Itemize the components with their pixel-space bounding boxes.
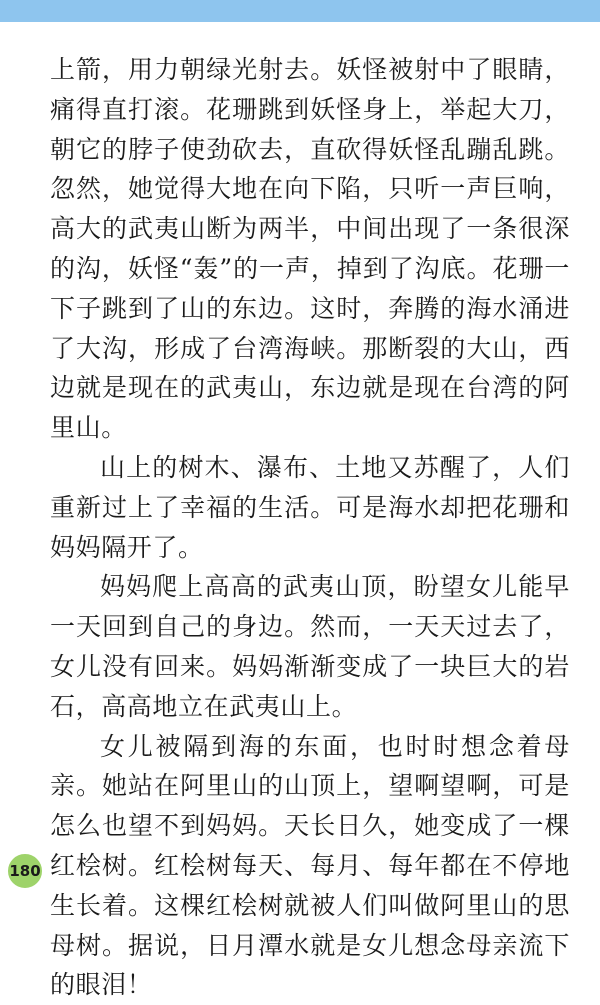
paragraph-4: 女儿被隔到海的东面，也时时想念着母亲。她站在阿里山的山顶上，望啊望啊，可是怎么也望不到妈妈。天长日久，她变成了一棵红桧树。红桧树每天、每月、每年都在不停地生长着。这棵红桧树就被人们叫做阿里山的思母树。据说，日月潭水就是女儿想念母亲流下的眼泪！ — [50, 731, 570, 1000]
paragraph-1: 上箭，用力朝绿光射去。妖怪被射中了眼睛，痛得直打滚。花珊跳到妖怪身上，举起大刀，朝它的脖子使劲砍去，直砍得妖怪乱蹦乱跳。忽然，她觉得大地在向下陷，只听一声巨响，高大的武夷山断为两半，中间出现了一条很深的沟，妖怪“轰”的一声，掉到了沟底。花珊一下子跳到了山的东边。这时，奔腾的海水涌进了大沟，形成了台湾海峡。那断裂的大山，西边就是现在的武夷山，东边就是现在台湾的阿里山。 — [50, 55, 570, 443]
story-text — [50, 50, 570, 1005]
paragraph-3: 妈妈爬上高高的武夷山顶，盼望女儿能早一天回到自己的身边。然而，一天天过去了，女儿没有回来。妈妈渐渐变成了一块巨大的岩石，高高地立在武夷山上。 — [50, 572, 570, 721]
header-band — [0, 0, 600, 22]
page-number: 180 — [9, 862, 41, 880]
page-number-badge — [6, 852, 44, 890]
paragraph-2: 山上的树木、瀑布、土地又苏醒了，人们重新过上了幸福的生活。可是海水却把花珊和妈妈隔开了。 — [50, 452, 570, 562]
